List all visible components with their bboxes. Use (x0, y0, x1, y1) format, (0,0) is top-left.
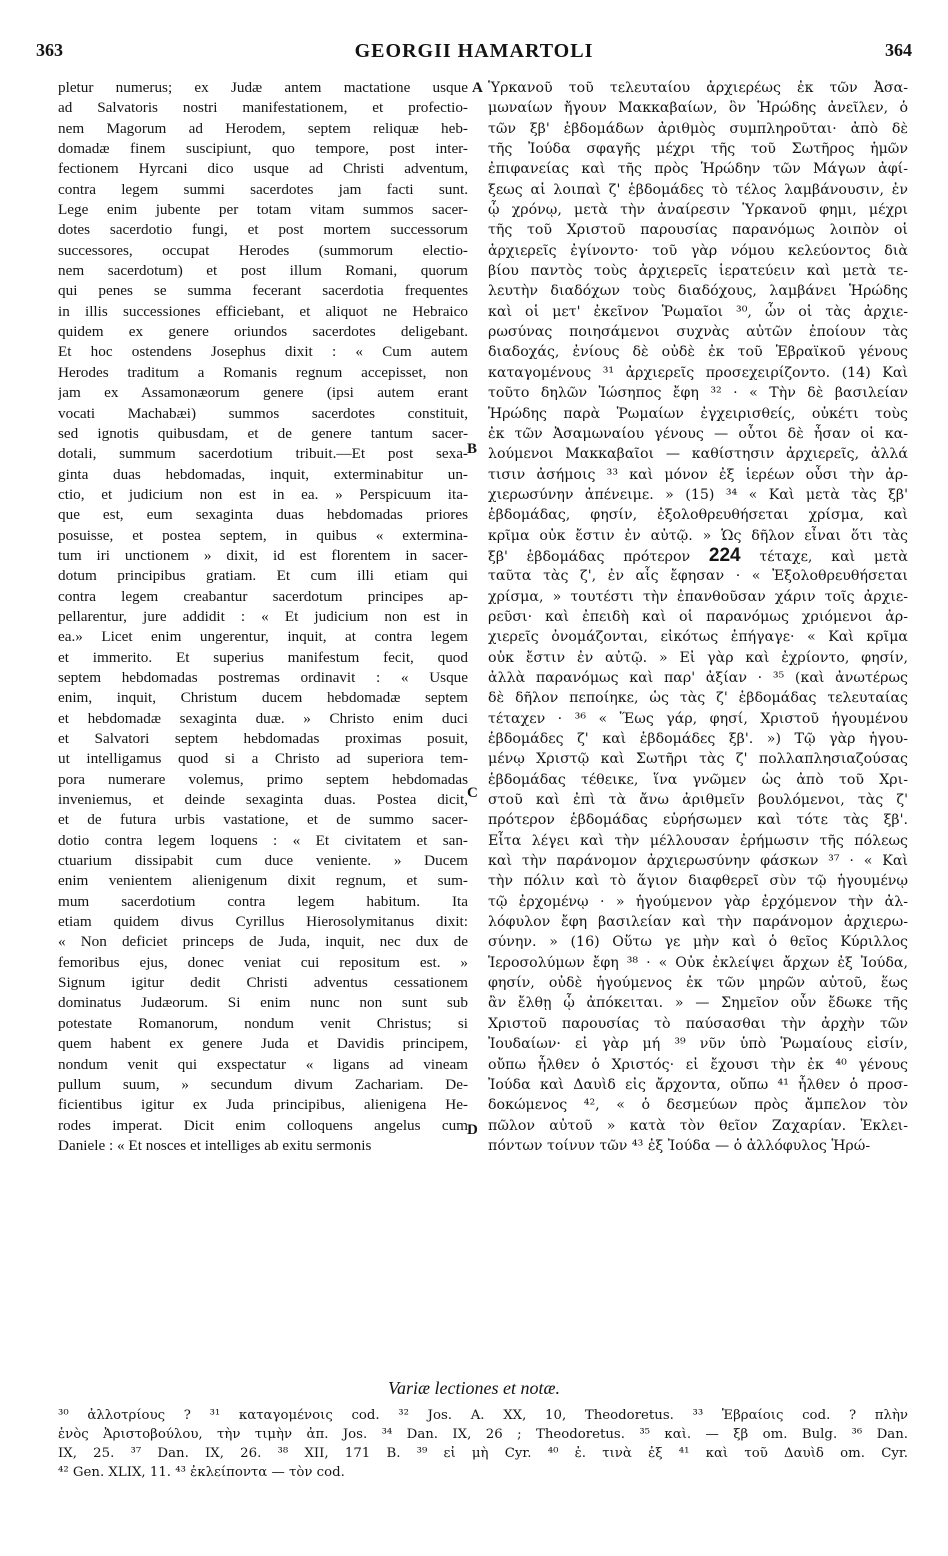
greek-text-line: ᾧ χρόνῳ, μετὰ τὴν ἀναίρεσιν Ὑρκανοῦ φημι, μέχρι (488, 202, 908, 219)
note-line: ἑνὸς Ἀριστοβούλου, τὴν τιμὴν ἀπ. Jos. ³⁴ Dan. IX, 26 ; Theodoretus. ³⁵ καὶ. — ξβ om. Bulg. ³⁶ Dan. (58, 1427, 908, 1442)
latin-text-line: tum iri unctionem » dixit, id est florentem in sacer- (58, 546, 468, 564)
greek-text-line: ἑβδομάδες ζ' καὶ ἑβδομάδες ξβ'. ») Τῷ γὰρ ἡγου- (488, 731, 908, 747)
note-line: ⁴² Gen. XLIX, 11. ⁴³ ἐκλείποντα — τὸν cod. (58, 1465, 345, 1480)
latin-text-line: enim venientem alienigenum dixit regnum, et sum- (58, 872, 468, 890)
greek-text-line: ἀρχιερεῖς ἐγίνοντο· τοῦ γὰρ νόμου κελεύοντος διὰ (488, 242, 908, 259)
greek-text-line: πῶλον αὐτοῦ » κατὰ τὸν θεῖον Ζαχαρίαν. Ἐκλει- (488, 1117, 908, 1134)
section-marker-b: B (467, 441, 478, 457)
latin-text-line: inveniemus, et deinde sexaginta duas. Postea dicit, (58, 791, 468, 809)
latin-text-line: ctio, et judicium non est in ea. » Perspicuum ita- (58, 485, 468, 503)
section-marker-a: A (472, 80, 483, 96)
greek-text-line: τοῦτο δηλῶν Ἰώσηπος ἔφη ³² · « Τὴν δὲ βασιλείαν (488, 385, 908, 402)
greek-text-line: οὐκ ἔστιν ἐν αὐτῷ. » Εἰ γὰρ καὶ ἐχρίοντο, φησίν, (488, 649, 908, 666)
greek-text-line: στοῦ καὶ ἐπὶ τὰ ἄνω ἀριθμεῖν βουλόμενοι, τὰς ζ' (488, 792, 908, 809)
latin-text-line: dotali, summum sacerdotium tribuit.—Et post sexa- (58, 445, 468, 463)
greek-text-line: βίου παντὸς τοὺς ἀρχιερεῖς ἱερατεύειν καὶ μετὰ τε- (488, 263, 908, 280)
greek-text-line: ταῦτα τὰς ζ', ἐν αἷς ἔφησαν · « Ἐξολοθρευθήσεται (488, 568, 908, 585)
latin-text-line: ut intelligamus quod si a Christo ad superiora tem- (58, 750, 468, 768)
greek-text-line: Ἡρώδης παρὰ Ῥωμαίων ἐγχειρισθείς, οὐκέτι τοὺς (488, 405, 908, 422)
latin-text-line: rodes imperat. Dicit enim colloquens angelus cum (58, 1116, 468, 1134)
greek-text-line: τῆς τοῦ Χριστοῦ παρουσίας παρανόμως λοιπὸν οἱ (488, 222, 908, 239)
greek-text-line: Εἶτα λέγει καὶ τὴν μέλλουσαν ἐρήμωσιν τῆς πόλεως (488, 832, 908, 849)
notes-block (58, 1406, 908, 1482)
greek-text-line: ἐπιφανείας καὶ τῆς πρὸς Ἡρώδην τῶν Μάγων ἀφί- (488, 161, 908, 178)
greek-text-line: Χριστοῦ παρουσίας τὸ παύσασθαι τὴν ἀρχὴν τῶν (488, 1015, 908, 1032)
greek-text-line: τέταχεν · ³⁶ « Ἕως γάρ, φησί, Χριστοῦ ἡγουμένου (488, 710, 908, 727)
latin-text-line: Signum igitur dedit Christi adventus cessationem (58, 974, 468, 992)
latin-text-line: pletur numerus; ex Judæ antem mactatione usque (58, 79, 468, 96)
latin-text-line: fectionem Hyrcani dico usque ad Christi adventum, (58, 160, 468, 178)
latin-text-line: pora numerare volemus, primo septem hebdomadas (58, 770, 468, 788)
latin-text-line: nem sacerdotum) et post illum Romani, quorum (58, 262, 468, 280)
note-line: IX, 25. ³⁷ Dan. IX, 26. ³⁸ XII, 171 B. ³⁹ εἰ μὴ Cyr. ⁴⁰ ἐ. τινὰ ἐξ ⁴¹ καὶ τοῦ Δαυὶδ om. Cyr. (58, 1446, 908, 1461)
greek-text-line: χρίσμα, » τουτέστι τὴν ἐπανθοῦσαν χάριν τοῖς ἀρχιε- (488, 588, 908, 605)
greek-text-line: τὴν πόλιν καὶ τὸ ἅγιον διαφθερεῖ σὺν τῷ ἡγουμένῳ (488, 873, 908, 890)
section-marker-c: C (467, 785, 478, 801)
greek-text-line: διαδοχάς, ἐνίους δὲ οὐδὲ ἐκ τοῦ Ἑβραϊκοῦ γένους (488, 344, 908, 361)
latin-text-line: nondum venit qui exspectatur « ligans ad vineam (58, 1055, 468, 1073)
latin-text-line: enim, inquit, Christum ducem hebdomadæ septem (58, 689, 468, 707)
greek-text-line: καταγομένους ³¹ ἀρχιερεῖς προσεχειρίζοντο. (14) Καὶ (488, 364, 908, 381)
greek-text-line: Ἱεροσολύμων ἔφη ³⁸ · « Οὐκ ἐκλείψει ἄρχων ἐξ Ἰούδα, (488, 954, 908, 971)
latin-text-line: « Non deficiet princeps de Juda, inquit, nec dux de (58, 933, 468, 951)
latin-text-line: qui penes se summa fecerant sacerdotia frequentes (58, 282, 468, 300)
greek-text-line: ἐκ τῶν Ἀσαμωναίου γένους — οὗτοι δὲ ἦσαν οἱ κα- (488, 425, 908, 442)
greek-text-line: φησίν, οὐδὲ ἡγούμενος ἐκ τῶν μηρῶν αὐτοῦ, ἕως (488, 975, 908, 992)
latin-text-line: ea.» Licet enim ungerentur, inquit, at contra legem (58, 628, 468, 646)
latin-text-line: Herodes traditum a Romanis regnum accepisset, non (58, 363, 468, 381)
greek-text-line: χιερεῖς ὀνομάζονται, εἰκότως ἐπήγαγε· « Καὶ κρῖμα (488, 629, 908, 646)
page-number-left: 363 (36, 40, 63, 60)
latin-text-line: vocati Machabæi) summos sacerdotes constituit, (58, 404, 468, 422)
latin-text-line: femoribus ejus, donec veniat cui repositum est. » (58, 953, 468, 971)
greek-text-line: ξβ' ἑβδομάδας πρότερον 224 τέταχε, καὶ μετὰ (488, 545, 908, 566)
latin-text-line: et Salvatori septem hebdomadas proximas posuit, (58, 730, 468, 747)
latin-text-line: contra legem creabantur sacerdotum principes ap- (58, 587, 468, 605)
latin-text-line: et hebdomadæ sexaginta duæ. » Christo enim duci (58, 709, 468, 727)
greek-text-line: τισιν ἀσήμοις ³³ καὶ μόνον ἐξ ἱερέων οὖσι τὴν ἀρ- (488, 466, 908, 483)
latin-text-line: etiam quidem divus Cyrillus Hierosolymitanus dixit: (58, 913, 468, 931)
latin-text-line: nem Magorum ad Herodem, septem reliquæ heb- (58, 119, 468, 137)
latin-column (58, 78, 468, 1156)
greek-text-line: δοκώμενος ⁴², « ὁ δεσμεύων πρὸς ἄμπελον τὸν (488, 1097, 908, 1114)
greek-text-line: τῷ ἐρχομένῳ · » ἡγούμενον γὰρ ἐρχόμενον τὴν ἀλ- (488, 893, 908, 910)
greek-text-line: λόφυλον ἔφη βασιλείαν καὶ τὴν παράνομον ἀρχιερω- (488, 914, 908, 931)
latin-text-line: dotes sacerdotio fungi, et post mortem successorum (58, 221, 468, 239)
greek-text-line: τῶν ξβ' ἑβδομάδων ἀριθμὸς συμπληροῦται· ἀπὸ δὲ (488, 120, 908, 137)
latin-text-line: Daniele : « Et nosces et intelliges ab exitu sermonis (58, 1136, 372, 1154)
latin-text-line: quidem ex genere oriundos sacerdotes deligebant. (58, 323, 468, 341)
section-marker-d: D (467, 1122, 478, 1138)
greek-column (488, 78, 908, 1156)
greek-text-line: ρωσύνας ποιησάμενοι συχνὰς αὐτῶν ἐποίουν τὰς (488, 324, 908, 341)
greek-text-line: καὶ οἱ μετ' ἐκεῖνον Ῥωμαῖοι ³⁰, ὧν οἱ τὰς ἀρχιε- (488, 303, 908, 320)
latin-text-line: sed ignotis quibusdam, et de genere tantum sacer- (58, 424, 468, 442)
greek-text-line: ἀλλὰ παρανόμως καὶ παρ' ἀξίαν · ³⁵ (καὶ ἀνωτέρως (488, 669, 908, 686)
latin-text-line: dominatus Judæorum. Si enim nunc non sunt sub (58, 994, 468, 1012)
latin-text-line: Et hoc ostendens Josephus dixit : « Cum autem (58, 343, 468, 361)
latin-text-line: pullum suum, » secundum divum Zachariam. De- (58, 1075, 468, 1093)
greek-text-line: χιερωσύνην ἀπένειμε. » (15) ³⁴ « Καὶ μετὰ τὰς ξβ' (488, 486, 908, 503)
greek-text-line: ἑβδομάδας τέθεικε, ἵνα γνῶμεν ὡς ἀπὸ τοῦ Χρι- (488, 771, 908, 788)
latin-text-line: Lege enim jubente per totam vitam summos sacer- (58, 201, 468, 219)
greek-text-line: Ἰουδαίων· εἰ γὰρ μή ³⁹ νῦν ὑπὸ Ῥωμαίους εἰσίν, (488, 1036, 908, 1053)
latin-text-line: ad Salvatoris nostri manifestationem, et profectio- (58, 99, 468, 117)
notes-title: Variæ lectiones et notæ. (388, 1378, 560, 1398)
greek-text-line: λευτὴν διαδόχων τοὺς διαδόχους, λαμβάνει Ἡρώδης (488, 283, 908, 300)
greek-text-line: σύνην. » (16) Οὕτω γε μὴν καὶ ὁ θεῖος Κύριλλος (488, 934, 908, 951)
latin-text-line: dotio contra legem loquens : « Et civitatem et san- (58, 831, 468, 849)
greek-text-line: καὶ τὴν παράνομον ἀρχιερωσύνην φάσκων ³⁷ · « Καὶ (488, 853, 908, 870)
greek-text-line: πόντων τοίνυν τῶν ⁴³ ἐξ Ἰούδα — ὁ ἀλλόφυλος Ἡρώ- (488, 1137, 871, 1154)
latin-text-line: et de futura urbis vastatione, et de summo sacer- (58, 811, 468, 829)
latin-text-line: quem habent ex genere Juda et Davidis principem, (58, 1035, 468, 1053)
latin-text-line: domadæ finem suscipiunt, quo tempore, post inter- (58, 140, 468, 158)
latin-text-line: dotum principibus gratiam. Et cum illi etiam qui (58, 567, 468, 585)
latin-text-line: in illis successiones efficiebant, et aliquot ne Hebraico (58, 302, 468, 320)
greek-text-line: οὔπω ἦλθεν ὁ Χριστός· εἰ ἔχουσι τὴν ἐκ ⁴⁰ γένους (488, 1056, 908, 1073)
greek-text-line: κρῖμα οὐκ ἔστιν ἐν αὐτῷ. » Ὡς δῆλον εἶναι ὅτι τὰς (488, 527, 908, 544)
greek-text-line: δὲ δῆλον πεποίηκε, ὡς τὰς ζ' ἑβδομάδας τελευταίας (488, 690, 908, 707)
greek-text-line: ρεῦσι· καὶ ἐπειδὴ καὶ οἱ παρανόμως χριόμενοι ἀρ- (488, 608, 908, 625)
latin-text-line: contra legem summi sacerdotes jam facti sunt. (58, 180, 468, 198)
latin-text-line: septem hebdomadas postremas ordinavit : « Usque (58, 668, 468, 686)
greek-text-line: Ἰούδα καὶ Δαυὶδ εἰς ἄρχοντα, οὔπω ⁴¹ ἦλθεν ὁ προσ- (488, 1076, 908, 1093)
greek-text-line: λούμενοι Μακκαβαῖοι — καθίστησιν ἀρχιερεῖς, ἀλλά (488, 446, 908, 463)
greek-text-line: ἑβδομάδας, φησίν, ἐξολοθρευθήσεται χρίσμα, καὶ (488, 507, 908, 524)
running-title: GEORGII HAMARTOLI (354, 40, 594, 62)
latin-text-line: posuisse, et postea septem, in quibus « extermina- (58, 526, 468, 544)
latin-text-line: ficientibus igitur ex Juda principibus, alienigena He- (58, 1096, 468, 1114)
greek-text-line: Ὑρκανοῦ τοῦ τελευταίου ἀρχιερέως ἐκ τῶν Ἀσα- (488, 80, 908, 96)
latin-text-line: successores, occupat Herodes (summorum electio- (58, 241, 468, 259)
latin-text-line: mum sacerdotium contra legem habitum. Ita (58, 892, 468, 910)
latin-text-line: ginta duas hebdomadas, inquit, exterminabitur un- (58, 465, 468, 483)
page-number-right: 364 (885, 40, 912, 60)
latin-text-line: pellarentur, jure addidit : « Et judicium non est in (58, 607, 468, 625)
inline-page-number: 224 (708, 545, 741, 566)
greek-text-line: πρότερον ἑβδομάδας εὑρήσωμεν καὶ τότε τὰς ξβ'. (488, 812, 908, 829)
page-header (28, 40, 920, 66)
latin-text-line: potestate Romanorum, nondum venit Christus; si (58, 1014, 468, 1032)
greek-text-line: ξεως αἱ λοιπαὶ ζ' ἑβδομάδες τὸ τέλος λαμβάνουσιν, ἐν (488, 181, 908, 198)
latin-text-line: ctuarium dissipabit cum duce veniente. » Ducem (58, 852, 468, 870)
greek-text-line: μωναίων ἤγουν Μακκαβαίων, ὃν Ἡρώδης ἀνεῖλεν, ὁ (488, 100, 908, 117)
latin-text-line: et immerito. Et superius manifestum fecit, quod (58, 648, 468, 666)
latin-text-line: jam ex Assamonæorum genere (ipsi autem erant (58, 384, 468, 402)
greek-text-line: ἂν ἔλθῃ ᾧ ἀπόκειται. » — Σημεῖον οὖν ἔδωκε τῆς (488, 995, 908, 1012)
note-line: ³⁰ ἀλλοτρίους ? ³¹ καταγομένοις cod. ³² Jos. A. XX, 10, Theodoretus. ³³ Ἑβραίοις cod. ? πλὴν (58, 1408, 908, 1423)
latin-text-line: que est, eum sexaginta duas hebdomadas priores (58, 506, 468, 524)
greek-text-line: μένῳ Χριστῷ καὶ Σωτῆρι τὰς ζ' πολλαπλησιαζούσας (488, 751, 908, 768)
greek-text-line: τῆς Ἰούδα σφαγῆς μέχρι τῆς τοῦ Σωτῆρος ἡμῶν (488, 141, 908, 158)
